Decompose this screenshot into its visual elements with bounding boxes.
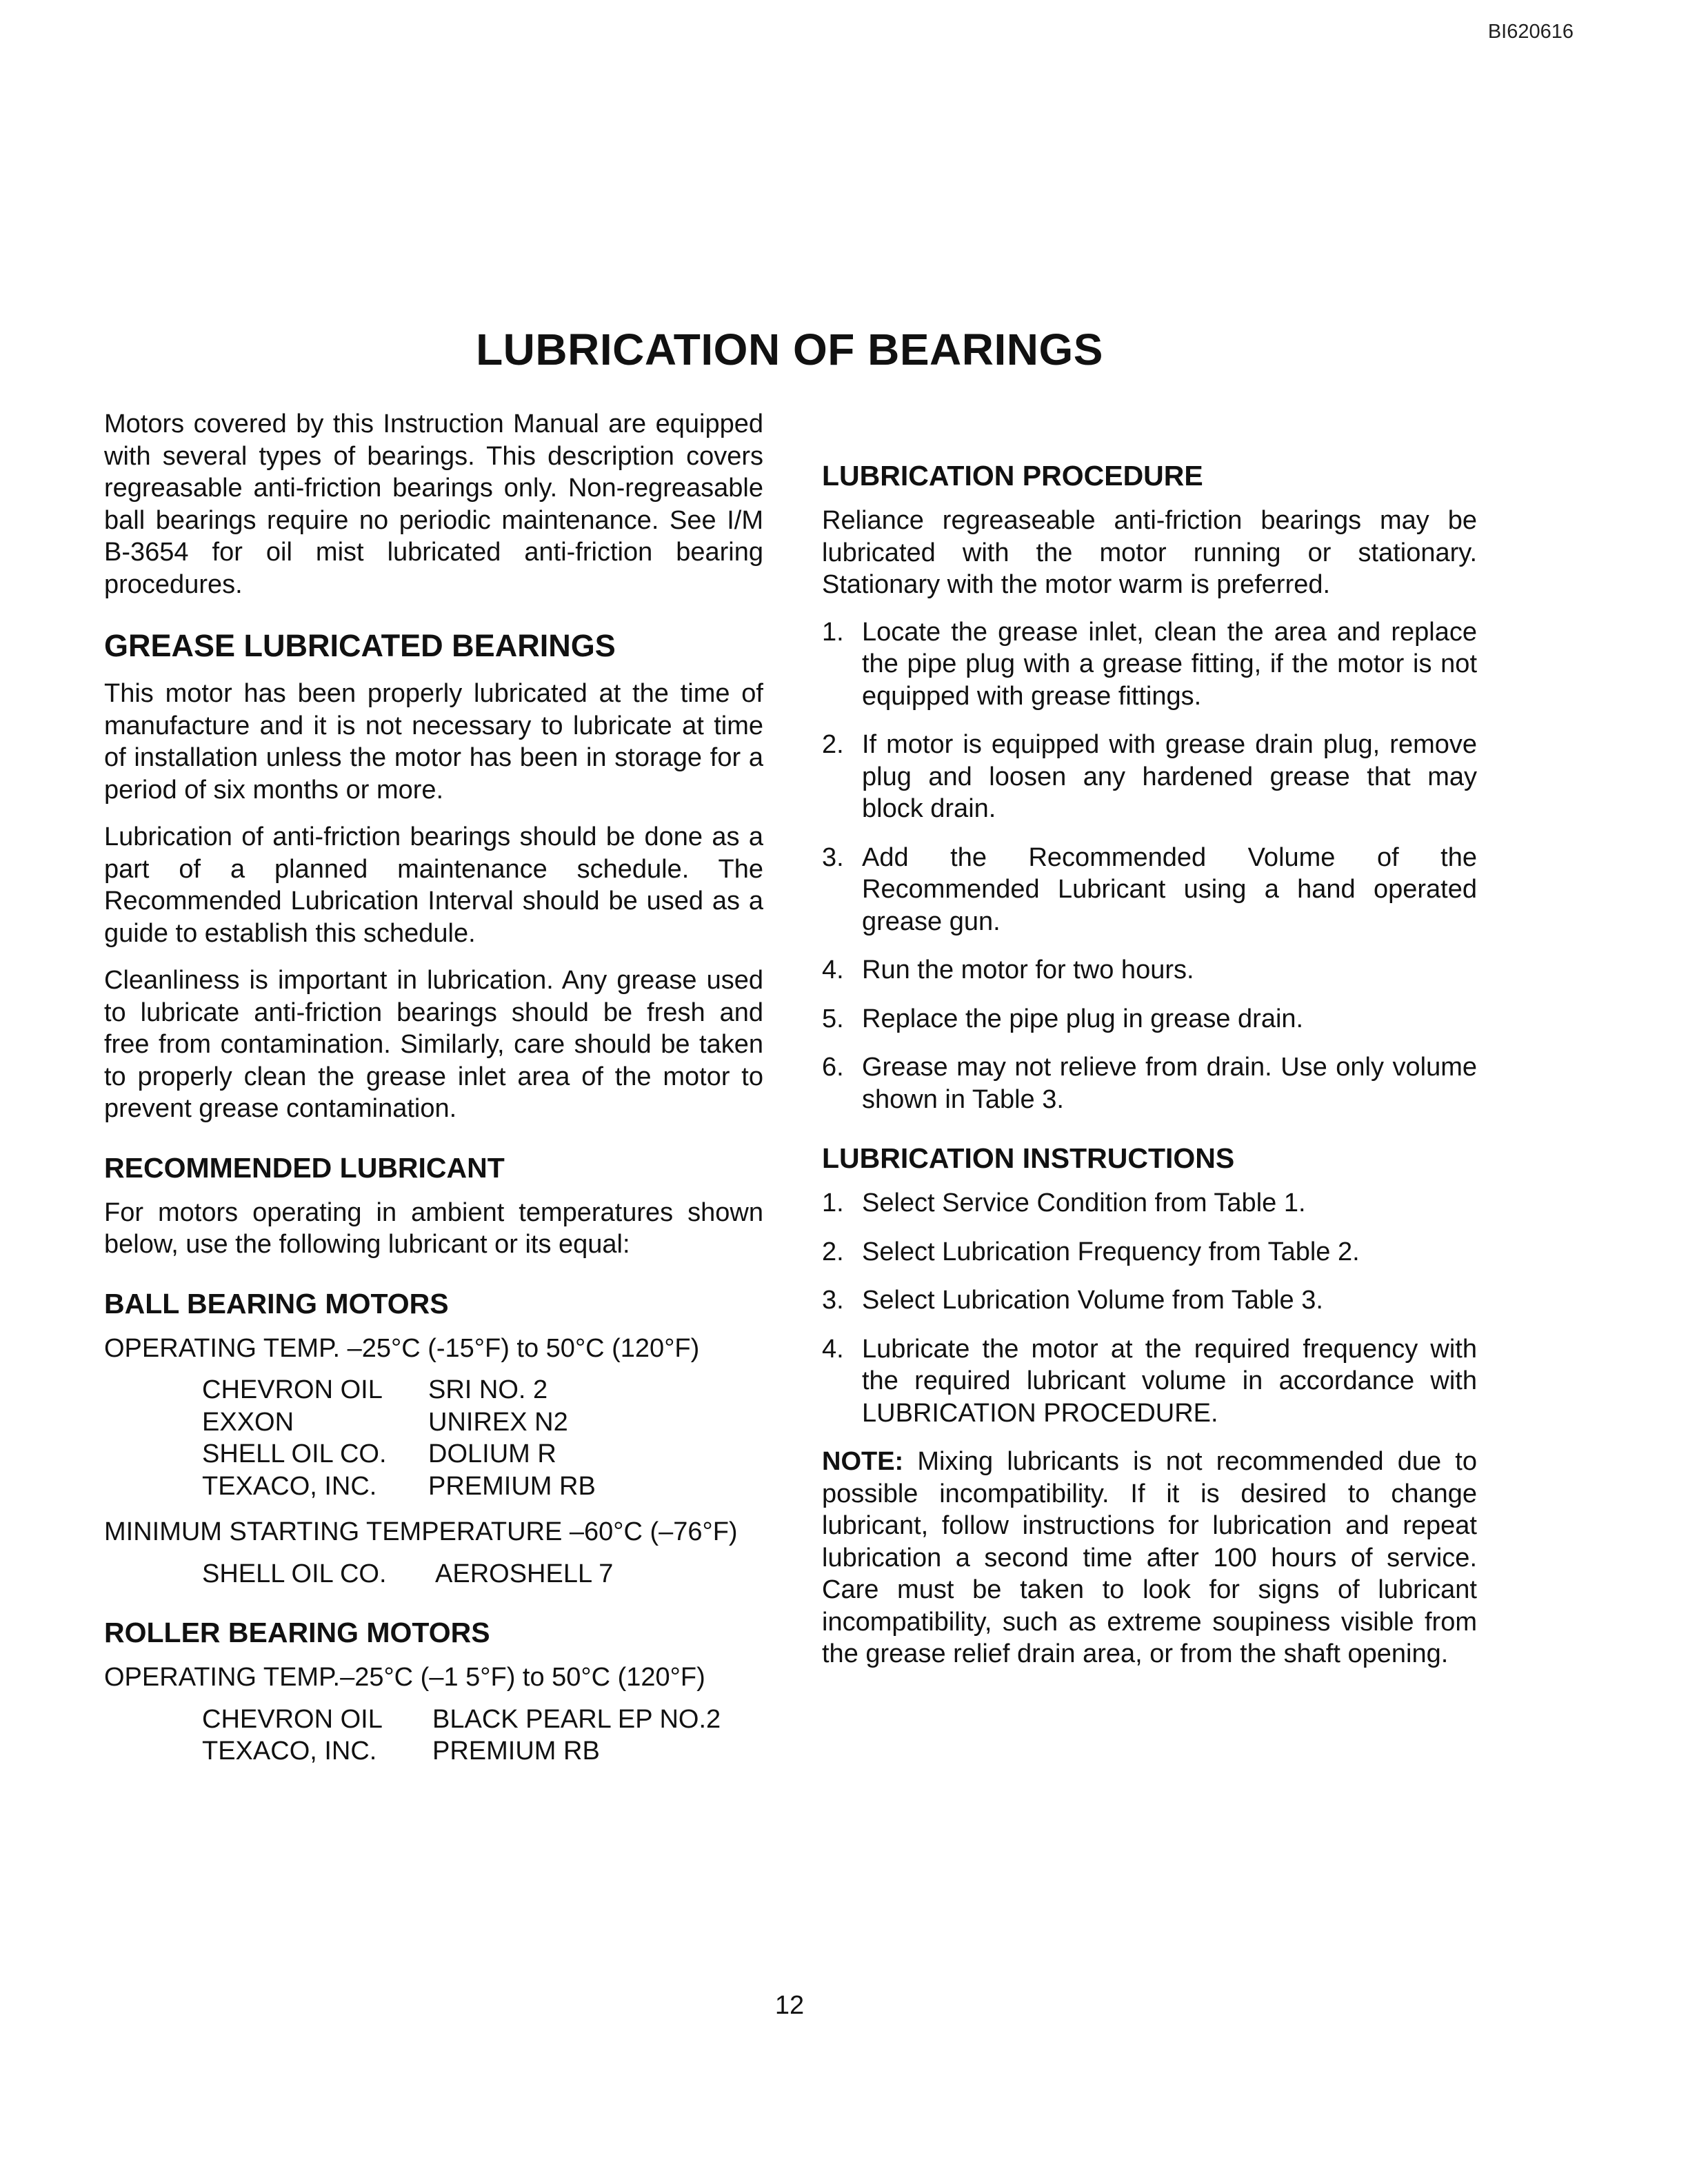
lubricant-product: PREMIUM RB xyxy=(432,1737,600,1766)
grease-lubricated-heading: GREASE LUBRICATED BEARINGS xyxy=(104,628,616,663)
step-text: Select Lubrication Frequency from Table 2. xyxy=(862,1237,1360,1266)
step-text: Select Service Condition from Table 1. xyxy=(862,1189,1306,1217)
list-item xyxy=(822,729,1477,825)
lubricant-row xyxy=(202,1703,721,1736)
lubricant-brand: CHEVRON OIL xyxy=(202,1375,383,1404)
step-text: If motor is equipped with grease drain plug, remove plug and loosen any hardened grease that may block drain. xyxy=(862,730,1477,823)
roller-operating-temp: OPERATING TEMP.–25°C (–1 5°F) to 50°C (120°F) xyxy=(104,1663,705,1692)
roller-bearing-heading: ROLLER BEARING MOTORS xyxy=(104,1617,490,1648)
step-text: Replace the pipe plug in grease drain. xyxy=(862,1004,1304,1033)
left-column xyxy=(104,408,763,1781)
lubricant-product: SRI NO. 2 xyxy=(428,1375,548,1404)
grease-paragraph: Cleanliness is important in lubrication. Any grease used to lubricate anti-friction bearings should be fresh and free from contamination. Similarly, care should be taken to properly clean the grease inlet area of the motor to prevent grease contamination. xyxy=(104,966,763,1123)
ball-bearing-heading: BALL BEARING MOTORS xyxy=(104,1287,449,1320)
lubricant-product: UNIREX N2 xyxy=(428,1407,568,1437)
step-text: Locate the grease inlet, clean the area and replace the pipe plug with a grease fitting, if the motor is not equipped with grease fittings. xyxy=(862,617,1477,711)
lubricant-product: AEROSHELL 7 xyxy=(435,1559,614,1588)
lubricant-row xyxy=(202,1470,596,1503)
note-paragraph xyxy=(822,1446,1477,1670)
step-number: 1. xyxy=(822,1189,844,1217)
list-item xyxy=(822,1003,1477,1035)
lubricant-product: DOLIUM R xyxy=(428,1439,556,1468)
lubricant-brand: TEXACO, INC. xyxy=(202,1471,377,1501)
step-text: Grease may not relieve from drain. Use only volume shown in Table 3. xyxy=(862,1053,1477,1114)
step-number: 3. xyxy=(822,1286,844,1315)
lubrication-procedure-heading: LUBRICATION PROCEDURE xyxy=(822,460,1203,492)
list-item xyxy=(822,842,1477,938)
note-label: NOTE: xyxy=(822,1447,904,1476)
list-item xyxy=(822,616,1477,713)
grease-paragraph: Lubrication of anti-friction bearings should be done as a part of a planned maintenance schedule. The Recommended Lubrication Interval should be used as a guide to establish this schedule. xyxy=(104,822,763,948)
procedure-steps-list xyxy=(822,616,1477,1116)
list-item xyxy=(822,1333,1477,1430)
lubricant-product: BLACK PEARL EP NO.2 xyxy=(432,1704,721,1734)
step-number: 3. xyxy=(822,842,844,872)
step-text: Add the Recommended Volume of the Recommended Lubricant using a hand operated grease gun. xyxy=(862,842,1477,936)
document-id: BI620616 xyxy=(1487,21,1574,43)
step-text: Lubricate the motor at the required frequency with the required lubricant volume in accordance with LUBRICATION PROCEDURE. xyxy=(862,1334,1477,1428)
lubricant-row xyxy=(202,1374,596,1406)
instruction-steps-list xyxy=(822,1187,1477,1429)
page-title: LUBRICATION OF BEARINGS xyxy=(476,325,1103,374)
lubricant-product: PREMIUM RB xyxy=(428,1471,596,1501)
recommended-lubricant-heading: RECOMMENDED LUBRICANT xyxy=(104,1151,505,1184)
ball-operating-temp: OPERATING TEMP. –25°C (-15°F) to 50°C (120°F) xyxy=(104,1333,700,1363)
list-item xyxy=(822,1236,1477,1268)
lubricant-row xyxy=(202,1438,596,1470)
step-text: Select Lubrication Volume from Table 3. xyxy=(862,1286,1323,1315)
lubricant-row xyxy=(202,1406,596,1439)
step-number: 1. xyxy=(822,617,844,647)
lubrication-instructions-heading: LUBRICATION INSTRUCTIONS xyxy=(822,1142,1235,1174)
note-text: Mixing lubricants is not recommended due to possible incompatibility. If it is desired to change lubricant, follow instructions for lubrication and repeat lubrication a second time after 100 hours of service. Care must be taken to look for signs of lubricant incompatibility, such as extreme soupiness visible from the grease relief drain area, or from the shaft opening. xyxy=(822,1447,1477,1668)
step-number: 2. xyxy=(822,730,844,759)
procedure-intro: Reliance regreaseable anti-friction bearings may be lubricated with the motor running or stationary. Stationary with the motor warm is preferred. xyxy=(822,506,1477,599)
step-number: 6. xyxy=(822,1053,844,1082)
step-number: 2. xyxy=(822,1237,844,1266)
step-number: 5. xyxy=(822,1004,844,1033)
step-number: 4. xyxy=(822,1334,844,1364)
list-item xyxy=(822,1284,1477,1317)
lubricant-brand: TEXACO, INC. xyxy=(202,1737,377,1766)
lubricant-brand: SHELL OIL CO. xyxy=(202,1439,387,1468)
list-item xyxy=(822,1187,1477,1220)
step-text: Run the motor for two hours. xyxy=(862,956,1194,984)
lubricant-row xyxy=(202,1735,721,1768)
page-number: 12 xyxy=(774,1991,805,2020)
roller-lubricant-table xyxy=(202,1703,721,1768)
lubricant-row xyxy=(202,1558,613,1590)
lubricant-brand: SHELL OIL CO. xyxy=(202,1559,387,1588)
recommended-paragraph: For motors operating in ambient temperatures shown below, use the following lubricant or its equal: xyxy=(104,1197,763,1259)
list-item xyxy=(822,954,1477,987)
right-column xyxy=(822,459,1477,1686)
minimum-starting-temp: MINIMUM STARTING TEMPERATURE –60°C (–76°F) xyxy=(104,1517,738,1546)
intro-paragraph: Motors covered by this Instruction Manual are equipped with several types of bearings. This description covers regreasable anti-friction bearings only. Non-regreasable ball bearings require no periodic maintenance. See I/M B-3654 for oil mist lubricated anti-friction bearing procedures. xyxy=(104,410,763,599)
ball-lubricant-table xyxy=(202,1374,596,1502)
step-number: 4. xyxy=(822,956,844,984)
lubricant-brand: CHEVRON OIL xyxy=(202,1704,383,1734)
min-temp-lubricant-table xyxy=(202,1558,613,1590)
grease-paragraph: This motor has been properly lubricated at the time of manufacture and it is not necessary to lubricate at time of installation unless the motor has been in storage for a period of six months or more. xyxy=(104,679,763,805)
list-item xyxy=(822,1051,1477,1115)
lubricant-brand: EXXON xyxy=(202,1407,294,1437)
